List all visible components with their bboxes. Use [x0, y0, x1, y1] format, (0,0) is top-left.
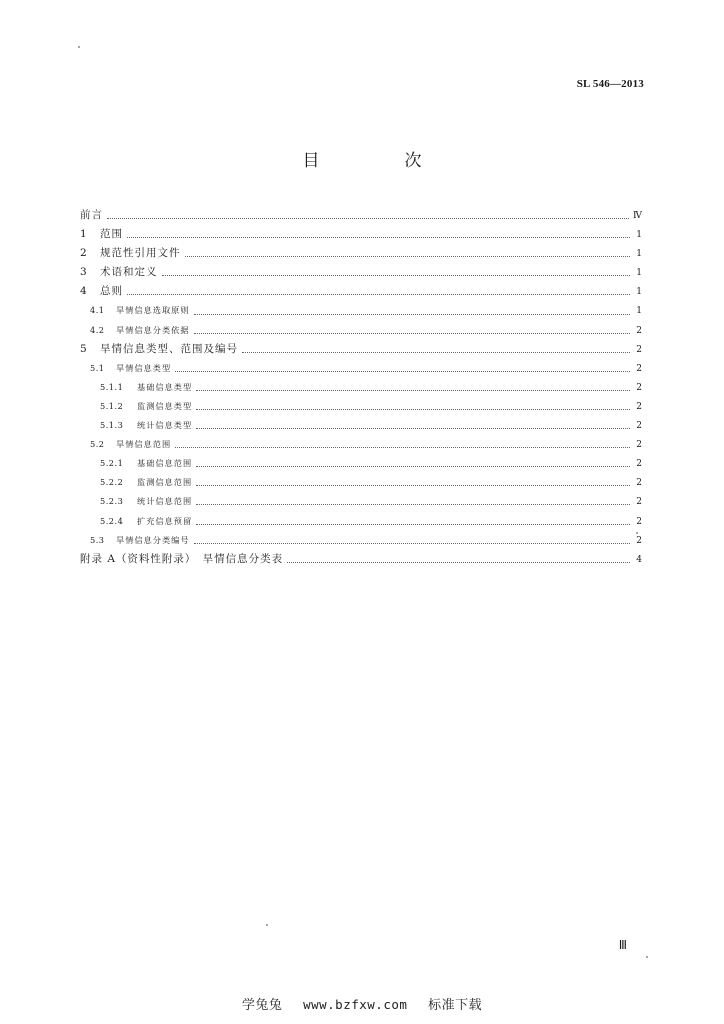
toc-entry-page: 2 [636, 440, 642, 451]
table-of-contents [80, 206, 642, 569]
toc-entry[interactable] [80, 512, 642, 531]
toc-entry-number: 5.2.4 [100, 515, 124, 526]
toc-entry-page: 2 [636, 363, 642, 374]
toc-entry-label: 旱情信息分类依据 [116, 324, 190, 335]
watermark-tagline: 标准下载 [428, 998, 483, 1013]
toc-entry-page: 1 [636, 306, 642, 317]
toc-entry-label: 前言 [80, 209, 103, 221]
toc-entry-number: 5.1.3 [100, 420, 124, 431]
toc-leader-dots [194, 314, 630, 315]
toc-leader-dots [175, 371, 630, 372]
toc-leader-dots [196, 409, 630, 410]
page-title: 目 次 [302, 151, 456, 171]
toc-entry-page: 2 [636, 325, 642, 336]
toc-entry-number: 4.2 [90, 324, 105, 335]
toc-entry-number: 4.1 [90, 305, 105, 316]
toc-leader-dots [127, 237, 630, 238]
toc-entry-label: 总则 [100, 285, 123, 298]
watermark [0, 994, 724, 1013]
toc-entry-page: 2 [636, 535, 642, 546]
toc-entry-label: 附录 A（资料性附录） 旱情信息分类表 [80, 552, 284, 565]
toc-entry-label: 扩充信息预留 [137, 515, 193, 526]
toc-entry[interactable] [80, 416, 642, 435]
toc-entry-page: 2 [636, 516, 642, 527]
toc-leader-dots [196, 485, 630, 486]
page-number: Ⅲ [618, 938, 626, 952]
toc-entry-number: 5.1.2 [100, 400, 124, 411]
toc-entry-number: 5.2.2 [100, 477, 124, 488]
toc-entry[interactable] [80, 492, 642, 511]
toc-entry[interactable] [80, 473, 642, 492]
toc-entry-label: 旱情信息类型 [116, 362, 172, 373]
toc-leader-dots [242, 352, 630, 353]
toc-entry[interactable] [80, 359, 642, 378]
toc-entry-page: 2 [636, 421, 642, 432]
toc-entry-number: 5.2 [90, 439, 105, 450]
toc-entry-number: 5.2.3 [100, 496, 124, 507]
toc-entry-number: 5.3 [90, 534, 105, 545]
toc-leader-dots [185, 256, 631, 257]
toc-entry-label: 旱情信息分类编号 [116, 534, 190, 545]
toc-entry[interactable] [80, 531, 642, 550]
toc-entry[interactable] [80, 263, 642, 282]
toc-entry-page: 2 [636, 382, 642, 393]
toc-leader-dots [196, 428, 630, 429]
toc-entry-label: 监测信息范围 [137, 477, 193, 488]
toc-entry[interactable] [80, 321, 642, 340]
watermark-site-name: 学兔兔 [241, 998, 283, 1013]
toc-entry-label: 范围 [100, 228, 123, 241]
toc-entry-label: 旱情信息范围 [116, 439, 172, 450]
toc-entry-number: 5.1.1 [100, 381, 124, 392]
toc-entry[interactable] [80, 301, 642, 320]
toc-entry[interactable] [80, 340, 642, 359]
standard-code: SL 546—2013 [576, 78, 644, 90]
toc-leader-dots [162, 275, 631, 276]
toc-entry[interactable] [80, 282, 642, 301]
scan-speck [636, 532, 638, 534]
toc-entry[interactable] [80, 225, 642, 244]
toc-entry-label: 基础信息类型 [137, 381, 193, 392]
toc-entry-page: 2 [636, 497, 642, 508]
toc-entry-number: 1 [80, 228, 87, 241]
toc-entry-page: 2 [636, 401, 642, 412]
toc-entry-number: 5.1 [90, 362, 105, 373]
toc-leader-dots [196, 504, 630, 505]
toc-entry-label: 旱情信息选取原则 [116, 305, 190, 316]
toc-entry[interactable] [80, 550, 642, 569]
toc-entry-number: 2 [80, 247, 87, 260]
toc-entry[interactable] [80, 435, 642, 454]
toc-entry-page: 2 [636, 478, 642, 489]
toc-entry-page: 1 [636, 249, 642, 260]
toc-entry-label: 规范性引用文件 [100, 247, 181, 260]
toc-entry-page: 1 [636, 268, 642, 279]
scan-speck [646, 956, 648, 958]
toc-entry-number: 5.2.1 [100, 458, 124, 469]
toc-entry-page: 2 [636, 459, 642, 470]
toc-entry[interactable] [80, 244, 642, 263]
toc-entry-label: 统计信息类型 [137, 420, 193, 431]
scan-speck [78, 46, 80, 48]
toc-leader-dots [194, 333, 630, 334]
toc-entry[interactable] [80, 454, 642, 473]
toc-leader-dots [196, 466, 630, 467]
toc-leader-dots [107, 218, 629, 219]
toc-entry-page: 4 [636, 554, 642, 565]
toc-entry-page: 2 [636, 344, 642, 355]
toc-entry-number: 3 [80, 266, 87, 279]
toc-leader-dots [196, 390, 630, 391]
toc-entry-label: 统计信息范围 [137, 496, 193, 507]
scan-speck [266, 924, 268, 926]
toc-leader-dots [127, 294, 630, 295]
toc-entry-label: 监测信息类型 [137, 400, 193, 411]
toc-leader-dots [196, 524, 630, 525]
toc-entry-number: 4 [80, 285, 87, 298]
toc-entry[interactable] [80, 378, 642, 397]
watermark-url[interactable]: www.bzfxw.com [303, 997, 408, 1012]
toc-entry[interactable] [80, 397, 642, 416]
toc-entry-page: 1 [636, 230, 642, 241]
toc-entry-label: 旱情信息类型、范围及编号 [100, 342, 238, 355]
toc-entry-page: 1 [636, 287, 642, 298]
toc-leader-dots [194, 543, 630, 544]
toc-leader-dots [287, 562, 630, 563]
toc-entry-page: Ⅳ [633, 211, 642, 221]
toc-leader-dots [175, 447, 630, 448]
toc-entry-number: 5 [80, 342, 87, 355]
toc-entry-label: 术语和定义 [100, 266, 158, 279]
toc-entry[interactable] [80, 206, 642, 225]
toc-entry-label: 基础信息范围 [137, 458, 193, 469]
